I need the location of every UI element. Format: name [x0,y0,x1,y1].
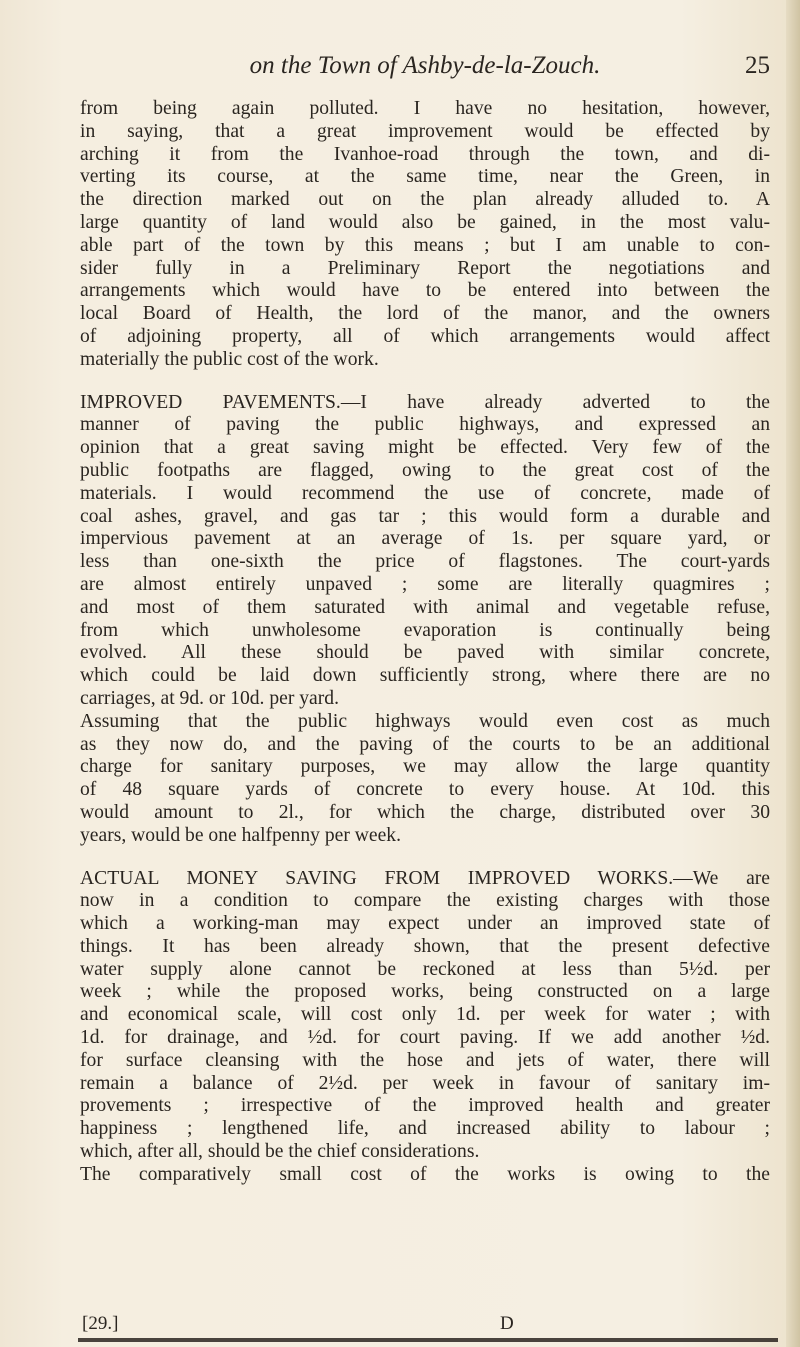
gathering-letter: D [500,1313,514,1334]
text-line: charge for sanitary purposes, we may allow the large quantity [80,756,770,778]
running-header [80,52,770,82]
text-line: which, after all, should be the chief considerations. [80,1141,480,1163]
text-line: as they now do, and the paving of the courts to be an additional [80,733,770,755]
text-line: verting its course, at the same time, near the Green, in [80,166,770,188]
text-line: opinion that a great saving might be effected. Very few of the [80,437,770,459]
text-line: are almost entirely unpaved ; some are literally quagmires ; [80,573,770,595]
text-line: impervious pavement at an average of 1s. per square yard, or [80,528,770,550]
page-footer [80,1313,770,1337]
text-line: materially the public cost of the work. [80,348,379,370]
text-line: local Board of Health, the lord of the manor, and the owners [80,303,770,325]
text-line: manner of paving the public highways, and expressed an [80,414,770,436]
text-line: would amount to 2l., for which the charge, distributed over 30 [80,801,770,823]
text-line: evolved. All these should be paved with similar concrete, [80,642,770,664]
text-line: the direction marked out on the plan already alluded to. A [80,189,770,211]
text-line: remain a balance of 2½d. per week in favour of sanitary im- [80,1072,770,1094]
text-line: and economical scale, will cost only 1d. per week for water ; with [80,1004,770,1026]
text-line: Assuming that the public highways would even cost as much [80,710,770,732]
text-line: years, would be one halfpenny per week. [80,824,402,846]
text-line: in saying, that a great improvement would be effected by [80,120,770,142]
page-number: 25 [745,52,770,79]
text-line: which a working-man may expect under an improved state of [80,913,770,935]
text-line: of adjoining property, all of which arrangements would affect [80,325,770,347]
text-line: things. It has been already shown, that the present defective [80,935,770,957]
text-line: of 48 square yards of concrete to every house. At 10d. this [80,779,770,801]
text-line: ACTUAL MONEY SAVING FROM IMPROVED WORKS.—We are [80,867,770,889]
text-line: for surface cleansing with the hose and jets of water, there will [80,1049,770,1071]
text-line: materials. I would recommend the use of concrete, made of [80,482,770,504]
text-line: which could be laid down sufficiently strong, where there are no [80,665,770,687]
bottom-rule [78,1338,778,1342]
paragraph-improved-pavements [80,392,770,711]
body-text [80,98,770,1187]
paragraph-actual-money-saving [80,868,770,1187]
text-line: able part of the town by this means ; but I am unable to con- [80,234,770,256]
text-line: happiness ; lengthened life, and increased ability to labour ; [80,1118,770,1140]
text-line: now in a condition to compare the existing charges with those [80,890,770,912]
text-line: sider fully in a Preliminary Report the negotiations and [80,257,770,279]
page-edge [786,0,800,1347]
paragraph-arching [80,98,770,372]
text-line: arching it from the Ivanhoe-road through the town, and di- [80,143,770,165]
text-line: week ; while the proposed works, being constructed on a large [80,981,770,1003]
text-line: water supply alone cannot be reckoned at less than 5½d. per [80,958,770,980]
text-line: 1d. for drainage, and ½d. for court paving. If we add another ½d. [80,1027,770,1049]
text-line: coal ashes, gravel, and gas tar ; this would form a durable and [80,505,770,527]
text-line: from which unwholesome evaporation is continually being [80,619,770,641]
text-line: from being again polluted. I have no hesitation, however, [80,98,770,119]
text-line: IMPROVED PAVEMENTS.—I have already adverted to the [80,391,770,413]
text-line: The comparatively small cost of the works is owing to the [80,1163,770,1185]
text-line: arrangements which would have to be entered into between the [80,280,770,302]
text-line: public footpaths are flagged, owing to the great cost of the [80,459,770,481]
text-line: provements ; irrespective of the improved health and greater [80,1095,770,1117]
paragraph-assuming [80,711,770,848]
text-line: large quantity of land would also be gained, in the most valu- [80,211,770,233]
text-line: less than one-sixth the price of flagstones. The court-yards [80,551,770,573]
signature-mark: [29.] [82,1313,119,1334]
text-line: and most of them saturated with animal and vegetable refuse, [80,596,770,618]
text-line: carriages, at 9d. or 10d. per yard. [80,687,339,709]
running-title: on the Town of Ashby-de-la-Zouch. [249,52,601,79]
